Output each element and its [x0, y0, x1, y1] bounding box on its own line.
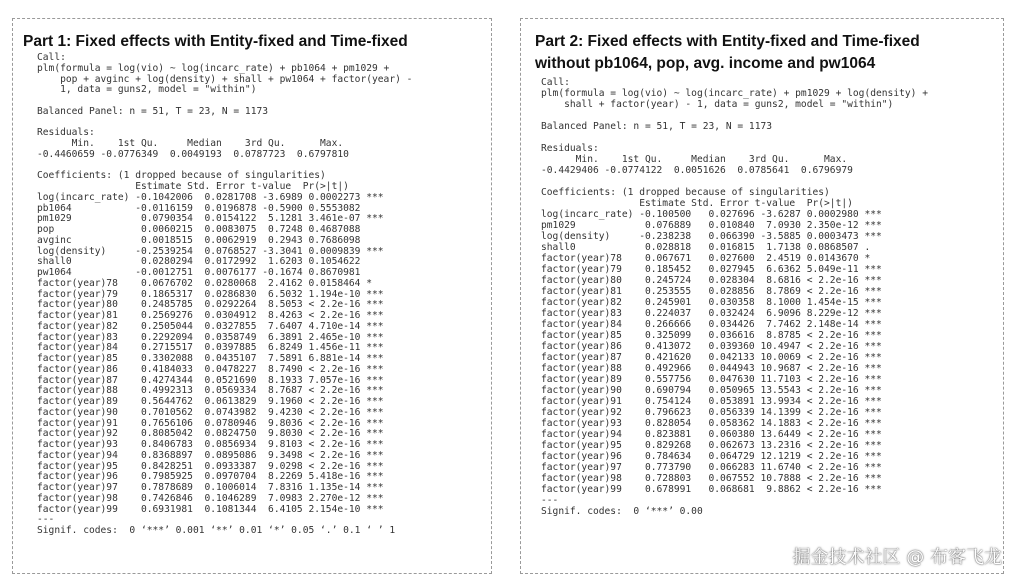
right-panel: [520, 18, 1004, 574]
left-panel-title: Part 1: Fixed effects with Entity-fixed and Time-fixed: [23, 33, 408, 50]
right-regression-output: Call: plm(formula = log(vio) ~ log(incarc_rate) + pm1029 + log(density) + shall + factor(year) - 1, data = guns2, model = "within") Balanced Panel: n = 51, T = 23, N = 1173 Residuals: Min. 1st Qu. Median 3rd Qu. Max. -0.4429406 -0.0774122 0.0051626 0.0785641 0.6796979 Coefficients: (1 dropped because of singularities) Estimate Std. Error t-value Pr(>|t|) log(incarc_rate) -0.100500 0.027696 -3.6287 0.0002980 *** pm1029 0.076889 0.010840 7.0930 2.350e-12 *** log(density) -0.238238 0.066390 -3.5885 0.0003473 *** shall0 0.028818 0.016815 1.7138 0.0868507 . factor(year)78 0.067671 0.027600 2.4519 0.0143670 * factor(year)79 0.185452 0.027945 6.6362 5.049e-11 *** factor(year)80 0.245724 0.028304 8.6816 < 2.2e-16 *** factor(year)81 0.253555 0.028856 8.7869 < 2.2e-16 *** factor(year)82 0.245901 0.030358 8.1000 1.454e-15 *** factor(year)83 0.224037 0.032424 6.9096 8.229e-12 *** factor(year)84 0.266666 0.034426 7.7462 2.148e-14 *** factor(year)85 0.325099 0.036616 8.8785 < 2.2e-16 *** factor(year)86 0.413072 0.039360 10.4947 < 2.2e-16 *** factor(year)87 0.421620 0.042133 10.0069 < 2.2e-16 *** factor(year)88 0.492966 0.044943 10.9687 < 2.2e-16 *** factor(year)89 0.557756 0.047630 11.7103 < 2.2e-16 *** factor(year)90 0.690794 0.050965 13.5543 < 2.2e-16 *** factor(year)91 0.754124 0.053891 13.9934 < 2.2e-16 *** factor(year)92 0.796623 0.056339 14.1399 < 2.2e-16 *** factor(year)93 0.828054 0.058362 14.1883 < 2.2e-16 *** factor(year)94 0.823881 0.060380 13.6449 < 2.2e-16 *** factor(year)95 0.829268 0.062673 13.2316 < 2.2e-16 *** factor(year)96 0.784634 0.064729 12.1219 < 2.2e-16 *** factor(year)97 0.773790 0.066283 11.6740 < 2.2e-16 *** factor(year)98 0.728803 0.067552 10.7888 < 2.2e-16 *** factor(year)99 0.678991 0.068681 9.8862 < 2.2e-16 *** --- Signif. codes: 0 ‘***’ 0.00: [541, 77, 928, 517]
left-regression-output: Call: plm(formula = log(vio) ~ log(incarc_rate) + pb1064 + pm1029 + pop + avginc + log(density) + shall + pw1064 + factor(year) - 1, data = guns2, model = "within") Balanced Panel: n = 51, T = 23, N = 1173 Residuals: Min. 1st Qu. Median 3rd Qu. Max. -0.4460659 -0.0776349 0.0049193 0.0787723 0.6797810 Coefficients: (1 dropped because of singularities) Estimate Std. Error t-value Pr(>|t|) log(incarc_rate) -0.1042006 0.0281708 -3.6989 0.0002273 *** pb1064 -0.0116159 0.0196878 -0.5900 0.5553082 pm1029 0.0790354 0.0154122 5.1281 3.461e-07 *** pop 0.0060215 0.0083075 0.7248 0.4687088 avginc 0.0018515 0.0062919 0.2943 0.7686098 log(density) -0.2539254 0.0768527 -3.3041 0.0009839 *** shall0 0.0280294 0.0172992 1.6203 0.1054622 pw1064 -0.0012751 0.0076177 -0.1674 0.8670981 factor(year)78 0.0676702 0.0280068 2.4162 0.0158464 * factor(year)79 0.1865317 0.0286830 6.5032 1.194e-10 *** factor(year)80 0.2485785 0.0292264 8.5053 < 2.2e-16 *** factor(year)81 0.2569276 0.0304912 8.4263 < 2.2e-16 *** factor(year)82 0.2505044 0.0327855 7.6407 4.710e-14 *** factor(year)83 0.2292094 0.0358749 6.3891 2.465e-10 *** factor(year)84 0.2715517 0.0397885 6.8249 1.456e-11 *** factor(year)85 0.3302088 0.0435107 7.5891 6.881e-14 *** factor(year)86 0.4184033 0.0478227 8.7490 < 2.2e-16 *** factor(year)87 0.4274344 0.0521690 8.1933 7.057e-16 *** factor(year)88 0.4992313 0.0569334 8.7687 < 2.2e-16 *** factor(year)89 0.5644762 0.0613829 9.1960 < 2.2e-16 *** factor(year)90 0.7010562 0.0743982 9.4230 < 2.2e-16 *** factor(year)91 0.7656106 0.0780946 9.8036 < 2.2e-16 *** factor(year)92 0.8085042 0.0824750 9.8030 < 2.2e-16 *** factor(year)93 0.8406783 0.0856934 9.8103 < 2.2e-16 *** factor(year)94 0.8368897 0.0895086 9.3498 < 2.2e-16 *** factor(year)95 0.8428251 0.0933387 9.0298 < 2.2e-16 *** factor(year)96 0.7985925 0.0970704 8.2269 5.418e-16 *** factor(year)97 0.7878689 0.1006014 7.8316 1.135e-14 *** factor(year)98 0.7426846 0.1046289 7.0983 2.270e-12 *** factor(year)99 0.6931981 0.1081344 6.4105 2.154e-10 *** --- Signif. codes: 0 ‘***’ 0.001 ‘**’ 0.01 ‘*’ 0.05 ‘.’ 0.1 ‘ ’ 1: [37, 52, 413, 536]
right-panel-title-line2: without pb1064, pop, avg. income and pw1064: [535, 55, 876, 72]
left-panel: [12, 18, 492, 574]
watermark: 掘金技术社区 @ 布客飞龙: [792, 547, 1002, 568]
right-panel-title-line1: Part 2: Fixed effects with Entity-fixed and Time-fixed: [535, 33, 920, 50]
